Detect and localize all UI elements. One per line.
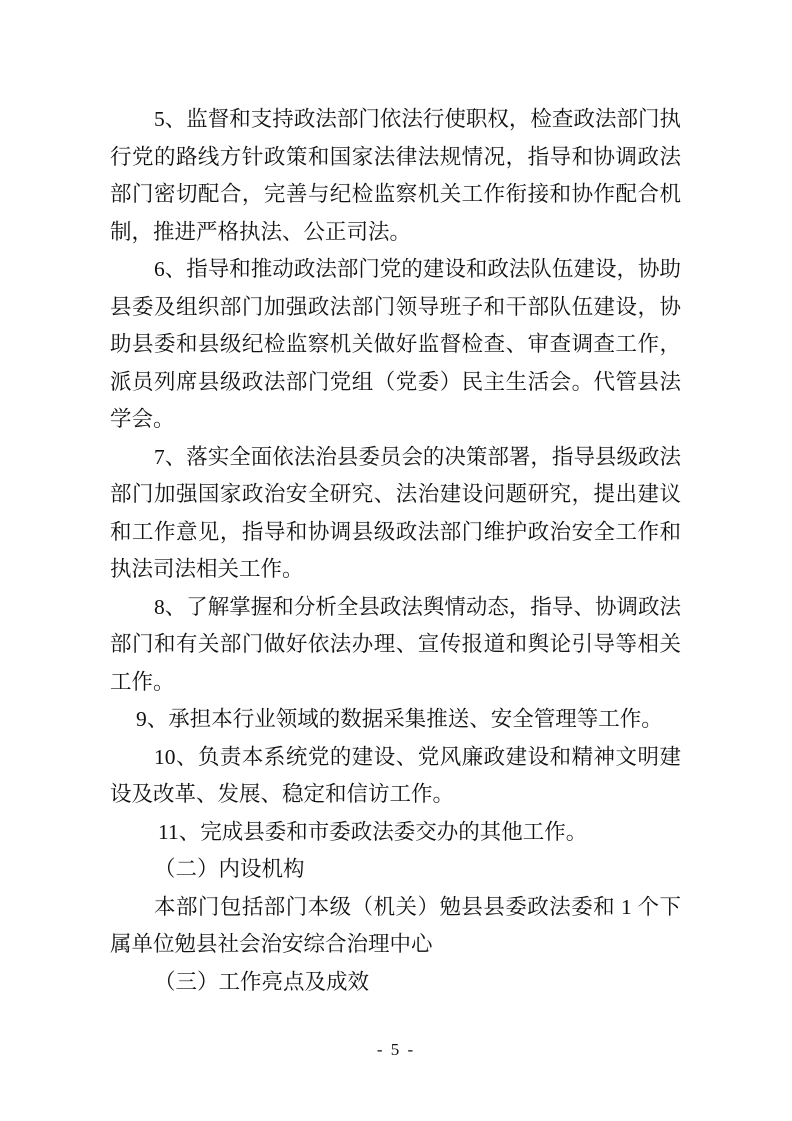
duty-item-5: 5、监督和支持政法部门依法行使职权，检查政法部门执行党的路线方针政策和国家法律法规情况，指导和协调政法部门密切配合，完善与纪检监察机关工作衔接和协作配合机制，推进严格执法、公正司法。: [110, 107, 681, 244]
duty-item-8: 8、了解掌握和分析全县政法舆情动态，指导、协调政法部门和有关部门做好依法办理、宣传报道和舆论引导等相关工作。: [110, 594, 681, 694]
section-heading-internal-organs: （二）内设机构: [154, 857, 305, 881]
document-body: [110, 101, 681, 1001]
duty-item-6: 6、指导和推动政法部门党的建设和政法队伍建设，协助县委及组织部门加强政法部门领导班子和干部队伍建设，协助县委和县级纪检监察机关做好监督检查、审查调查工作，派员列席县级政法部门党组（党委）民主生活会。代管县法学会。: [110, 257, 681, 431]
org-info-paragraph: 本部门包括部门本级（机关）勉县县委政法委和 1 个下属单位勉县社会治安综合治理中心: [110, 894, 681, 956]
duty-item-11: 11、完成县委和市委政法委交办的其他工作。: [158, 819, 588, 844]
section-heading-work-highlights: （三）工作亮点及成效: [154, 969, 370, 994]
duty-item-9: 9、承担本行业领域的数据采集推送、安全管理等工作。: [136, 707, 663, 731]
page-number: - 5 -: [376, 1040, 416, 1059]
duty-item-10: 10、负责本系统党的建设、党风廉政建设和精神文明建设及改革、发展、稳定和信访工作。: [110, 744, 681, 806]
duty-item-7: 7、落实全面依法治县委员会的决策部署，指导县级政法部门加强国家政治安全研究、法治建设问题研究，提出建议和工作意见，指导和协调县级政法部门维护政治安全工作和执法司法相关工作。: [110, 444, 681, 581]
